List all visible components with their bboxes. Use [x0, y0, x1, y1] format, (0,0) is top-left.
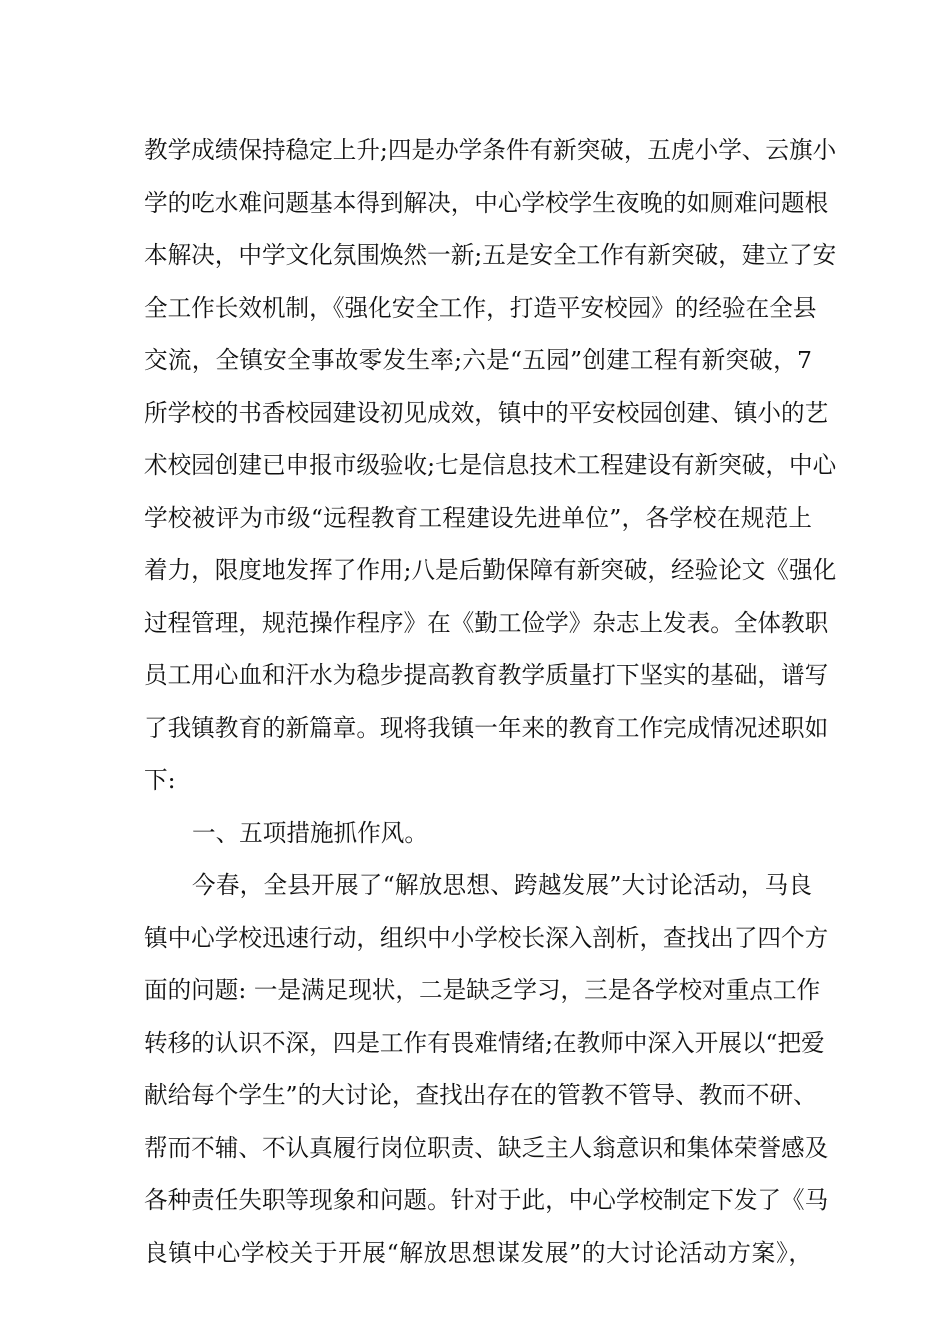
text-line: 学校被评为市级“远程教育工程建设先进单位”，各学校在规范上 — [144, 503, 812, 532]
text-line: 献给每个学生”的大讨论，查找出存在的管教不管导、教而不研、 — [144, 1081, 817, 1109]
text-line: 全工作长效机制，《强化安全工作，打造平安校园》的经验在全县 — [144, 293, 817, 322]
text-line: 员工用心血和汗水为稳步提高教育教学质量打下坚实的基础，谱写 — [144, 661, 829, 689]
text-line: 良镇中心学校关于开展“解放思想谋发展”的大讨论活动方案》， — [144, 1238, 812, 1267]
text-line: 各种责任失职等现象和问题。针对于此，中心学校制定下发了《马 — [144, 1186, 829, 1214]
text-line: 交流，全镇安全事故零发生率;六是“五园”创建工程有新突破，7 — [144, 346, 812, 374]
text-line: 所学校的书香校园建设初见成效，镇中的平安校园创建、镇小的艺 — [144, 398, 829, 427]
text-line: 教学成绩保持稳定上升;四是办学条件有新突破，五虎小学、云旗小 — [144, 136, 837, 164]
text-line: 学的吃水难问题基本得到解决，中心学校学生夜晚的如厕难问题根 — [144, 188, 829, 217]
text-line: 帮而不辅、不认真履行岗位职责、缺乏主人翁意识和集体荣誉感及 — [144, 1133, 829, 1162]
text-line: 今春，全县开展了“解放思想、跨越发展”大讨论活动，马良 — [192, 871, 812, 899]
document-body — [144, 124, 837, 1279]
text-line: 下: — [144, 766, 176, 794]
text-line: 着力，限度地发挥了作用;八是后勤保障有新突破，经验论文《强化 — [144, 556, 837, 584]
paragraph — [144, 859, 829, 1279]
section-heading: 一、五项措施抓作风。 — [192, 818, 428, 847]
paragraph — [144, 124, 837, 807]
text-line: 镇中心学校迅速行动，组织中小学校长深入剖析，查找出了四个方 — [144, 923, 829, 952]
text-line: 本解决，中学文化氛围焕然一新;五是安全工作有新突破，建立了安 — [144, 241, 837, 269]
text-line: 面的问题: 一是满足现状，二是缺乏学习，三是各学校对重点工作 — [144, 976, 821, 1004]
text-line: 过程管理，规范操作程序》在《勤工俭学》杂志上发表。全体教职 — [144, 608, 829, 637]
text-line: 了我镇教育的新篇章。现将我镇一年来的教育工作完成情况述职如 — [144, 713, 829, 742]
text-line: 术校园创建已申报市级验收;七是信息技术工程建设有新突破，中心 — [144, 451, 837, 479]
text-line: 转移的认识不深，四是工作有畏难情绪;在教师中深入开展以“把爱 — [144, 1028, 825, 1057]
